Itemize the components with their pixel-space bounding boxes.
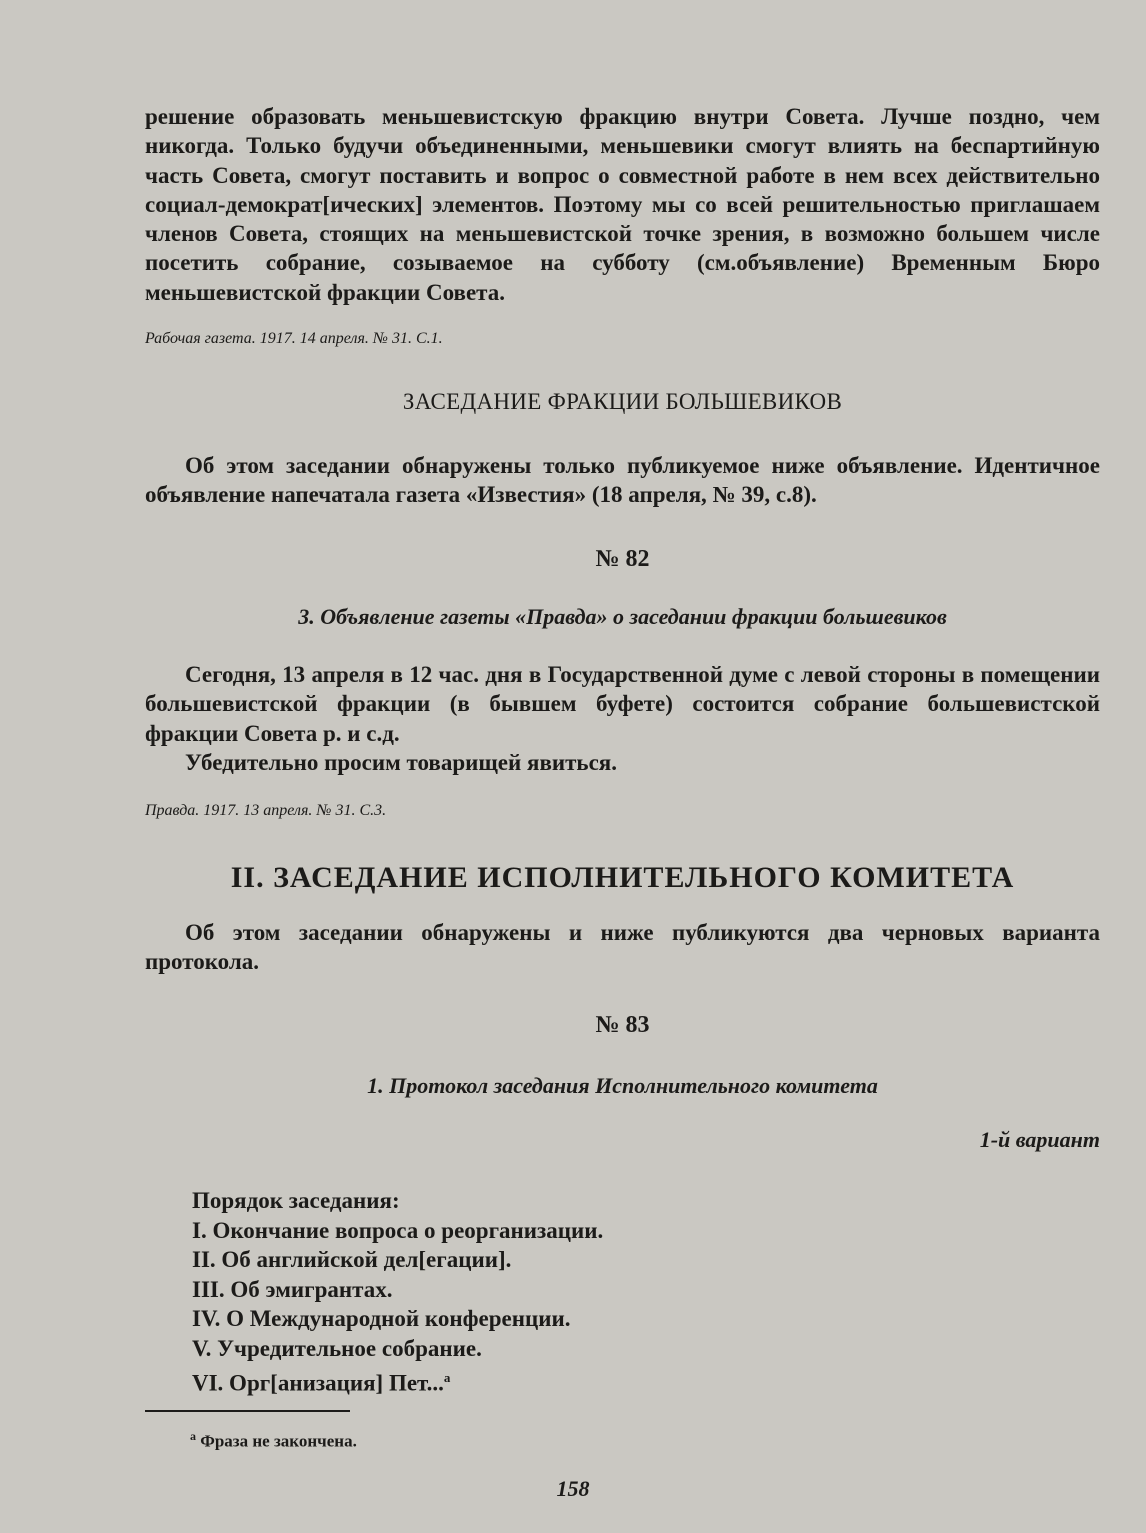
agenda-list xyxy=(192,1216,892,1399)
footnote-marker: а xyxy=(443,1370,451,1385)
bolsheviks-heading-block xyxy=(145,389,1100,415)
agenda-block xyxy=(192,1186,892,1398)
section-heading-block xyxy=(145,861,1100,895)
doc-83-number: № 83 xyxy=(595,1012,650,1038)
section-note: Об этом заседании обнаружены и ниже публикуются два черновых варианта протокола. xyxy=(145,920,1100,975)
bolsheviks-note-block xyxy=(145,451,1100,510)
agenda-item-last xyxy=(192,1363,892,1398)
page-number: 158 xyxy=(556,1476,590,1501)
bolsheviks-note: Об этом заседании обнаружены только публикуемое ниже объявление. Идентичное объявление напечатала газета «Известия» (18 апреля, № 39, с.8). xyxy=(145,453,1100,508)
doc-83-title: 1. Протокол заседания Исполнительного комитета xyxy=(367,1073,878,1098)
doc-82-title: 3. Объявление газеты «Правда» о заседании фракции большевиков xyxy=(298,604,947,629)
agenda-item: III. Об эмигрантах. xyxy=(192,1276,393,1302)
agenda-label: Порядок заседания: xyxy=(192,1188,400,1213)
agenda-item: I. Окончание вопроса о реорганизации. xyxy=(192,1217,604,1243)
agenda-item-text: VI. Орг[анизация] Пет... xyxy=(192,1370,444,1396)
doc-83-number-block xyxy=(145,1012,1100,1039)
agenda-item: II. Об английской дел[егации]. xyxy=(192,1247,512,1272)
doc-82-body-block xyxy=(145,660,1100,777)
heading-bolsheviks-faction: ЗАСЕДАНИЕ ФРАКЦИИ БОЛЬШЕВИКОВ xyxy=(402,389,843,414)
doc-82-number: № 82 xyxy=(595,546,650,572)
footnote-text: Фраза не закончена. xyxy=(200,1431,357,1451)
footnote-divider xyxy=(145,1410,350,1412)
intro-paragraph: решение образовать меньшевистскую фракцию внутри Совета. Лучше поздно, чем никогда. Только будучи объединенными, меньшевики смогут влиять на беспартийную часть Совета, смогут поставить и вопрос о совместной работе в нем всех действительно социал-демократ[ических] элементов. Поэтому мы со всей решительностью приглашаем членов Совета, стоящих на меньшевистской точке зрения, в возможно большем числе посетить собрание, созываемое на субботу (см.объявление) Временным Бюро меньшевистской фракции Совета. xyxy=(145,104,1100,305)
doc-83-title-block xyxy=(145,1073,1100,1099)
doc-83-variant: 1-й вариант xyxy=(979,1127,1100,1152)
doc-83-variant-block xyxy=(145,1127,1100,1153)
section-heading-executive-committee: II. ЗАСЕДАНИЕ ИСПОЛНИТЕЛЬНОГО КОМИТЕТА xyxy=(230,861,1015,894)
doc-82-number-block xyxy=(145,546,1100,573)
footnote-marker-label: а xyxy=(190,1429,196,1443)
section-note-block xyxy=(145,918,1100,977)
source-2-block xyxy=(145,802,1100,820)
doc-82-request: Убедительно просим товарищей явиться. xyxy=(185,749,617,775)
agenda-item: IV. О Международной конференции. xyxy=(192,1306,571,1331)
footnote xyxy=(190,1429,357,1452)
intro-block xyxy=(145,102,1100,307)
source-citation-1: Рабочая газета. 1917. 14 апреля. № 31. С.1. xyxy=(145,330,443,347)
source-citation-2: Правда. 1917. 13 апреля. № 31. С.3. xyxy=(145,802,387,819)
doc-82-body: Сегодня, 13 апреля в 12 час. дня в Государственной думе с левой стороны в помещении большевистской фракции (в бывшем буфете) состоится собрание большевистской фракции Совета р. и с.д. xyxy=(145,662,1100,746)
agenda-item: V. Учредительное собрание. xyxy=(192,1335,482,1361)
source-1-block xyxy=(145,330,1100,348)
doc-82-title-block xyxy=(145,604,1100,630)
